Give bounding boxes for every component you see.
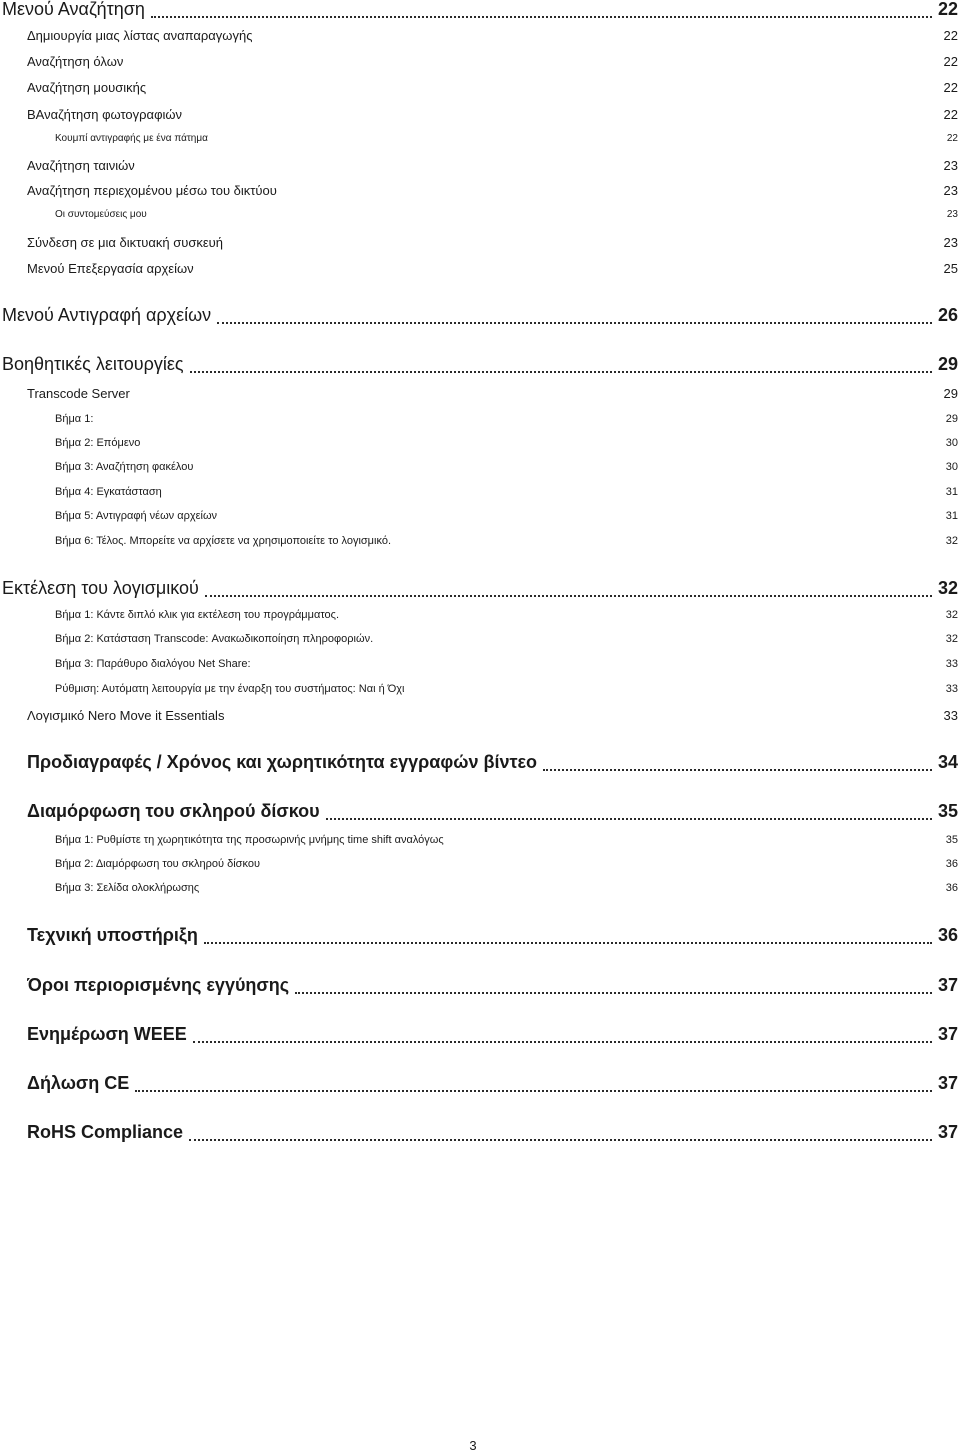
toc-entry-title: Αναζήτηση όλων xyxy=(27,54,124,69)
toc-entry-title: Βήμα 1: xyxy=(55,413,94,425)
dot-leader xyxy=(135,1090,932,1092)
toc-entry-title: Βήμα 3: Αναζήτηση φακέλου xyxy=(55,461,194,473)
toc-entry[interactable] xyxy=(55,535,958,547)
toc-entry[interactable] xyxy=(2,305,958,326)
toc-entry-title: Transcode Server xyxy=(27,386,130,401)
toc-entry-title: Ενημέρωση WEEE xyxy=(27,1024,187,1044)
toc-entry-title: Βήμα 4: Εγκατάσταση xyxy=(55,486,162,498)
toc-entry-title: Δημιουργία μιας λίστας αναπαραγωγής xyxy=(27,28,253,43)
dot-leader xyxy=(151,16,932,18)
toc-entry-title: Βήμα 3: Παράθυρο διαλόγου Net Share: xyxy=(55,658,251,670)
toc-entry-title: Βήμα 2: Διαμόρφωση του σκληρού δίσκου xyxy=(55,858,260,870)
toc-entry-page: 35 xyxy=(945,834,958,846)
toc-entry-title: Μενού Επεξεργασία αρχείων xyxy=(27,261,194,276)
toc-entry-page: 29 xyxy=(945,413,958,425)
toc-entry[interactable] xyxy=(27,28,958,43)
toc-entry-title: Μενού Αναζήτηση xyxy=(2,0,145,19)
page-number: 3 xyxy=(469,1438,477,1453)
toc-entry-page: 29 xyxy=(943,386,958,401)
toc-entry-title: Βήμα 6: Τέλος. Μπορείτε να αρχίσετε να χρησιμοποιείτε το λογισμικό. xyxy=(55,535,392,547)
toc-entry[interactable] xyxy=(2,578,958,599)
toc-entry[interactable] xyxy=(27,975,958,996)
toc-entry-page: 36 xyxy=(945,882,958,894)
toc-entry-title: Αναζήτηση μουσικής xyxy=(27,80,147,95)
toc-entry-page: 35 xyxy=(937,801,958,821)
toc-entry-page: 22 xyxy=(943,107,958,122)
toc-entry-page: 32 xyxy=(937,578,958,598)
toc-entry-title: Αναζήτηση περιεχομένου μέσω του δικτύου xyxy=(27,183,277,198)
toc-entry[interactable] xyxy=(27,107,958,122)
toc-entry-title: RoHS Compliance xyxy=(27,1122,184,1142)
toc-entry-title: Αναζήτηση ταινιών xyxy=(27,158,135,173)
toc-entry-page: 22 xyxy=(946,133,958,144)
toc-entry[interactable] xyxy=(55,834,958,846)
dot-leader xyxy=(204,942,932,944)
toc-entry[interactable] xyxy=(2,354,958,375)
toc-entry-title: Λογισμικό Nero Move it Essentials xyxy=(27,708,225,723)
toc-entry[interactable] xyxy=(55,133,958,144)
toc-entry[interactable] xyxy=(55,882,958,894)
toc-entry[interactable] xyxy=(55,486,958,498)
toc-entry-page: 32 xyxy=(945,633,958,645)
toc-entry[interactable] xyxy=(55,633,958,645)
toc-entry-page: 22 xyxy=(937,0,958,19)
toc-entry-page: 32 xyxy=(945,609,958,621)
toc-entry-title: Βήμα 1: Ρυθμίστε τη χωρητικότητα της προσωρινής μνήμης time shift αναλόγως xyxy=(55,834,444,846)
toc-entry[interactable] xyxy=(27,158,958,173)
toc-entry-page: 36 xyxy=(937,925,958,945)
toc-entry[interactable] xyxy=(27,925,958,946)
dot-leader xyxy=(326,818,932,820)
toc-entry-page: 33 xyxy=(945,683,958,695)
toc-entry[interactable] xyxy=(55,609,958,621)
toc-entry-page: 37 xyxy=(937,975,958,995)
toc-entry-page: 33 xyxy=(943,708,958,723)
toc-entry-title: Βήμα 1: Κάντε διπλό κλικ για εκτέλεση του προγράμματος. xyxy=(55,609,340,621)
toc-entry-page: 30 xyxy=(945,437,958,449)
toc-entry-title: ΒΑναζήτηση φωτογραφιών xyxy=(27,107,183,122)
toc-entry-title: Σύνδεση σε μια δικτυακή συσκευή xyxy=(27,235,223,250)
toc-entry-title: Βοηθητικές λειτουργίες xyxy=(2,354,184,374)
toc-entry-page: 37 xyxy=(937,1073,958,1093)
toc-entry-page: 29 xyxy=(937,354,958,374)
toc-entry-page: 22 xyxy=(943,80,958,95)
toc-entry-title: Βήμα 5: Αντιγραφή νέων αρχείων xyxy=(55,510,218,522)
toc-entry[interactable] xyxy=(27,261,958,276)
dot-leader xyxy=(190,371,932,373)
toc-entry-title: Προδιαγραφές / Χρόνος και χωρητικότητα εγγραφών βίντεο xyxy=(27,752,538,772)
toc-entry-page: 25 xyxy=(943,261,958,276)
toc-entry-page: 36 xyxy=(945,858,958,870)
toc-entry-title: Δήλωση CE xyxy=(27,1073,130,1093)
toc-entry[interactable] xyxy=(27,1024,958,1045)
toc-entry-page: 22 xyxy=(943,28,958,43)
toc-entry[interactable] xyxy=(55,683,958,695)
toc-entry-title: Εκτέλεση του λογισμικού xyxy=(2,578,199,598)
toc-entry-title: Βήμα 3: Σελίδα ολοκλήρωσης xyxy=(55,882,200,894)
toc-entry[interactable] xyxy=(27,80,958,95)
toc-entry[interactable] xyxy=(27,801,958,822)
toc-entry[interactable] xyxy=(55,510,958,522)
toc-entry[interactable] xyxy=(27,235,958,250)
dot-leader xyxy=(193,1041,932,1043)
toc-entry-page: 37 xyxy=(937,1024,958,1044)
toc-entry[interactable] xyxy=(55,209,958,220)
toc-entry-page: 23 xyxy=(943,183,958,198)
dot-leader xyxy=(543,769,932,771)
toc-entry[interactable] xyxy=(27,1122,958,1143)
toc-entry-page: 33 xyxy=(945,658,958,670)
toc-entry[interactable] xyxy=(55,437,958,449)
toc-entry-title: Κουμπί αντιγραφής με ένα πάτημα xyxy=(55,133,208,144)
toc-entry-page: 31 xyxy=(945,486,958,498)
toc-entry-page: 34 xyxy=(937,752,958,772)
toc-entry[interactable] xyxy=(55,461,958,473)
toc-entry-title: Οι συντομεύσεις μου xyxy=(55,209,147,220)
toc-entry-page: 26 xyxy=(937,305,958,325)
dot-leader xyxy=(205,595,932,597)
toc-entry-title: Τεχνική υποστήριξη xyxy=(27,925,198,945)
toc-entry[interactable] xyxy=(55,658,958,670)
toc-entry[interactable] xyxy=(27,183,958,198)
toc-entry-title: Διαμόρφωση του σκληρού δίσκου xyxy=(27,801,320,821)
toc-entry-title: Βήμα 2: Επόμενο xyxy=(55,437,141,449)
toc-entry[interactable] xyxy=(27,752,958,773)
dot-leader xyxy=(295,992,932,994)
toc-entry[interactable] xyxy=(2,0,958,20)
toc-entry[interactable] xyxy=(27,708,958,723)
toc-entry-title: Όροι περιορισμένης εγγύησης xyxy=(27,975,290,995)
toc-entry-title: Μενού Αντιγραφή αρχείων xyxy=(2,305,212,325)
toc-entry[interactable] xyxy=(27,54,958,69)
toc-entry-page: 37 xyxy=(937,1122,958,1142)
dot-leader xyxy=(217,322,932,324)
toc-entry[interactable] xyxy=(55,413,958,425)
toc-entry-page: 22 xyxy=(943,54,958,69)
toc-entry[interactable] xyxy=(27,1073,958,1094)
toc-entry-title: Ρύθμιση: Αυτόματη λειτουργία με την έναρξη του συστήματος: Ναι ή Όχι xyxy=(55,683,405,695)
toc-entry-page: 23 xyxy=(943,235,958,250)
toc-entry-title: Βήμα 2: Κατάσταση Transcode: Ανακωδικοποίηση πληροφοριών. xyxy=(55,633,374,645)
toc-entry[interactable] xyxy=(27,386,958,401)
toc-entry[interactable] xyxy=(55,858,958,870)
toc-entry-page: 23 xyxy=(946,209,958,220)
toc-entry-page: 23 xyxy=(943,158,958,173)
toc-entry-page: 30 xyxy=(945,461,958,473)
toc-entry-page: 32 xyxy=(945,535,958,547)
toc-entry-page: 31 xyxy=(945,510,958,522)
dot-leader xyxy=(189,1139,932,1141)
